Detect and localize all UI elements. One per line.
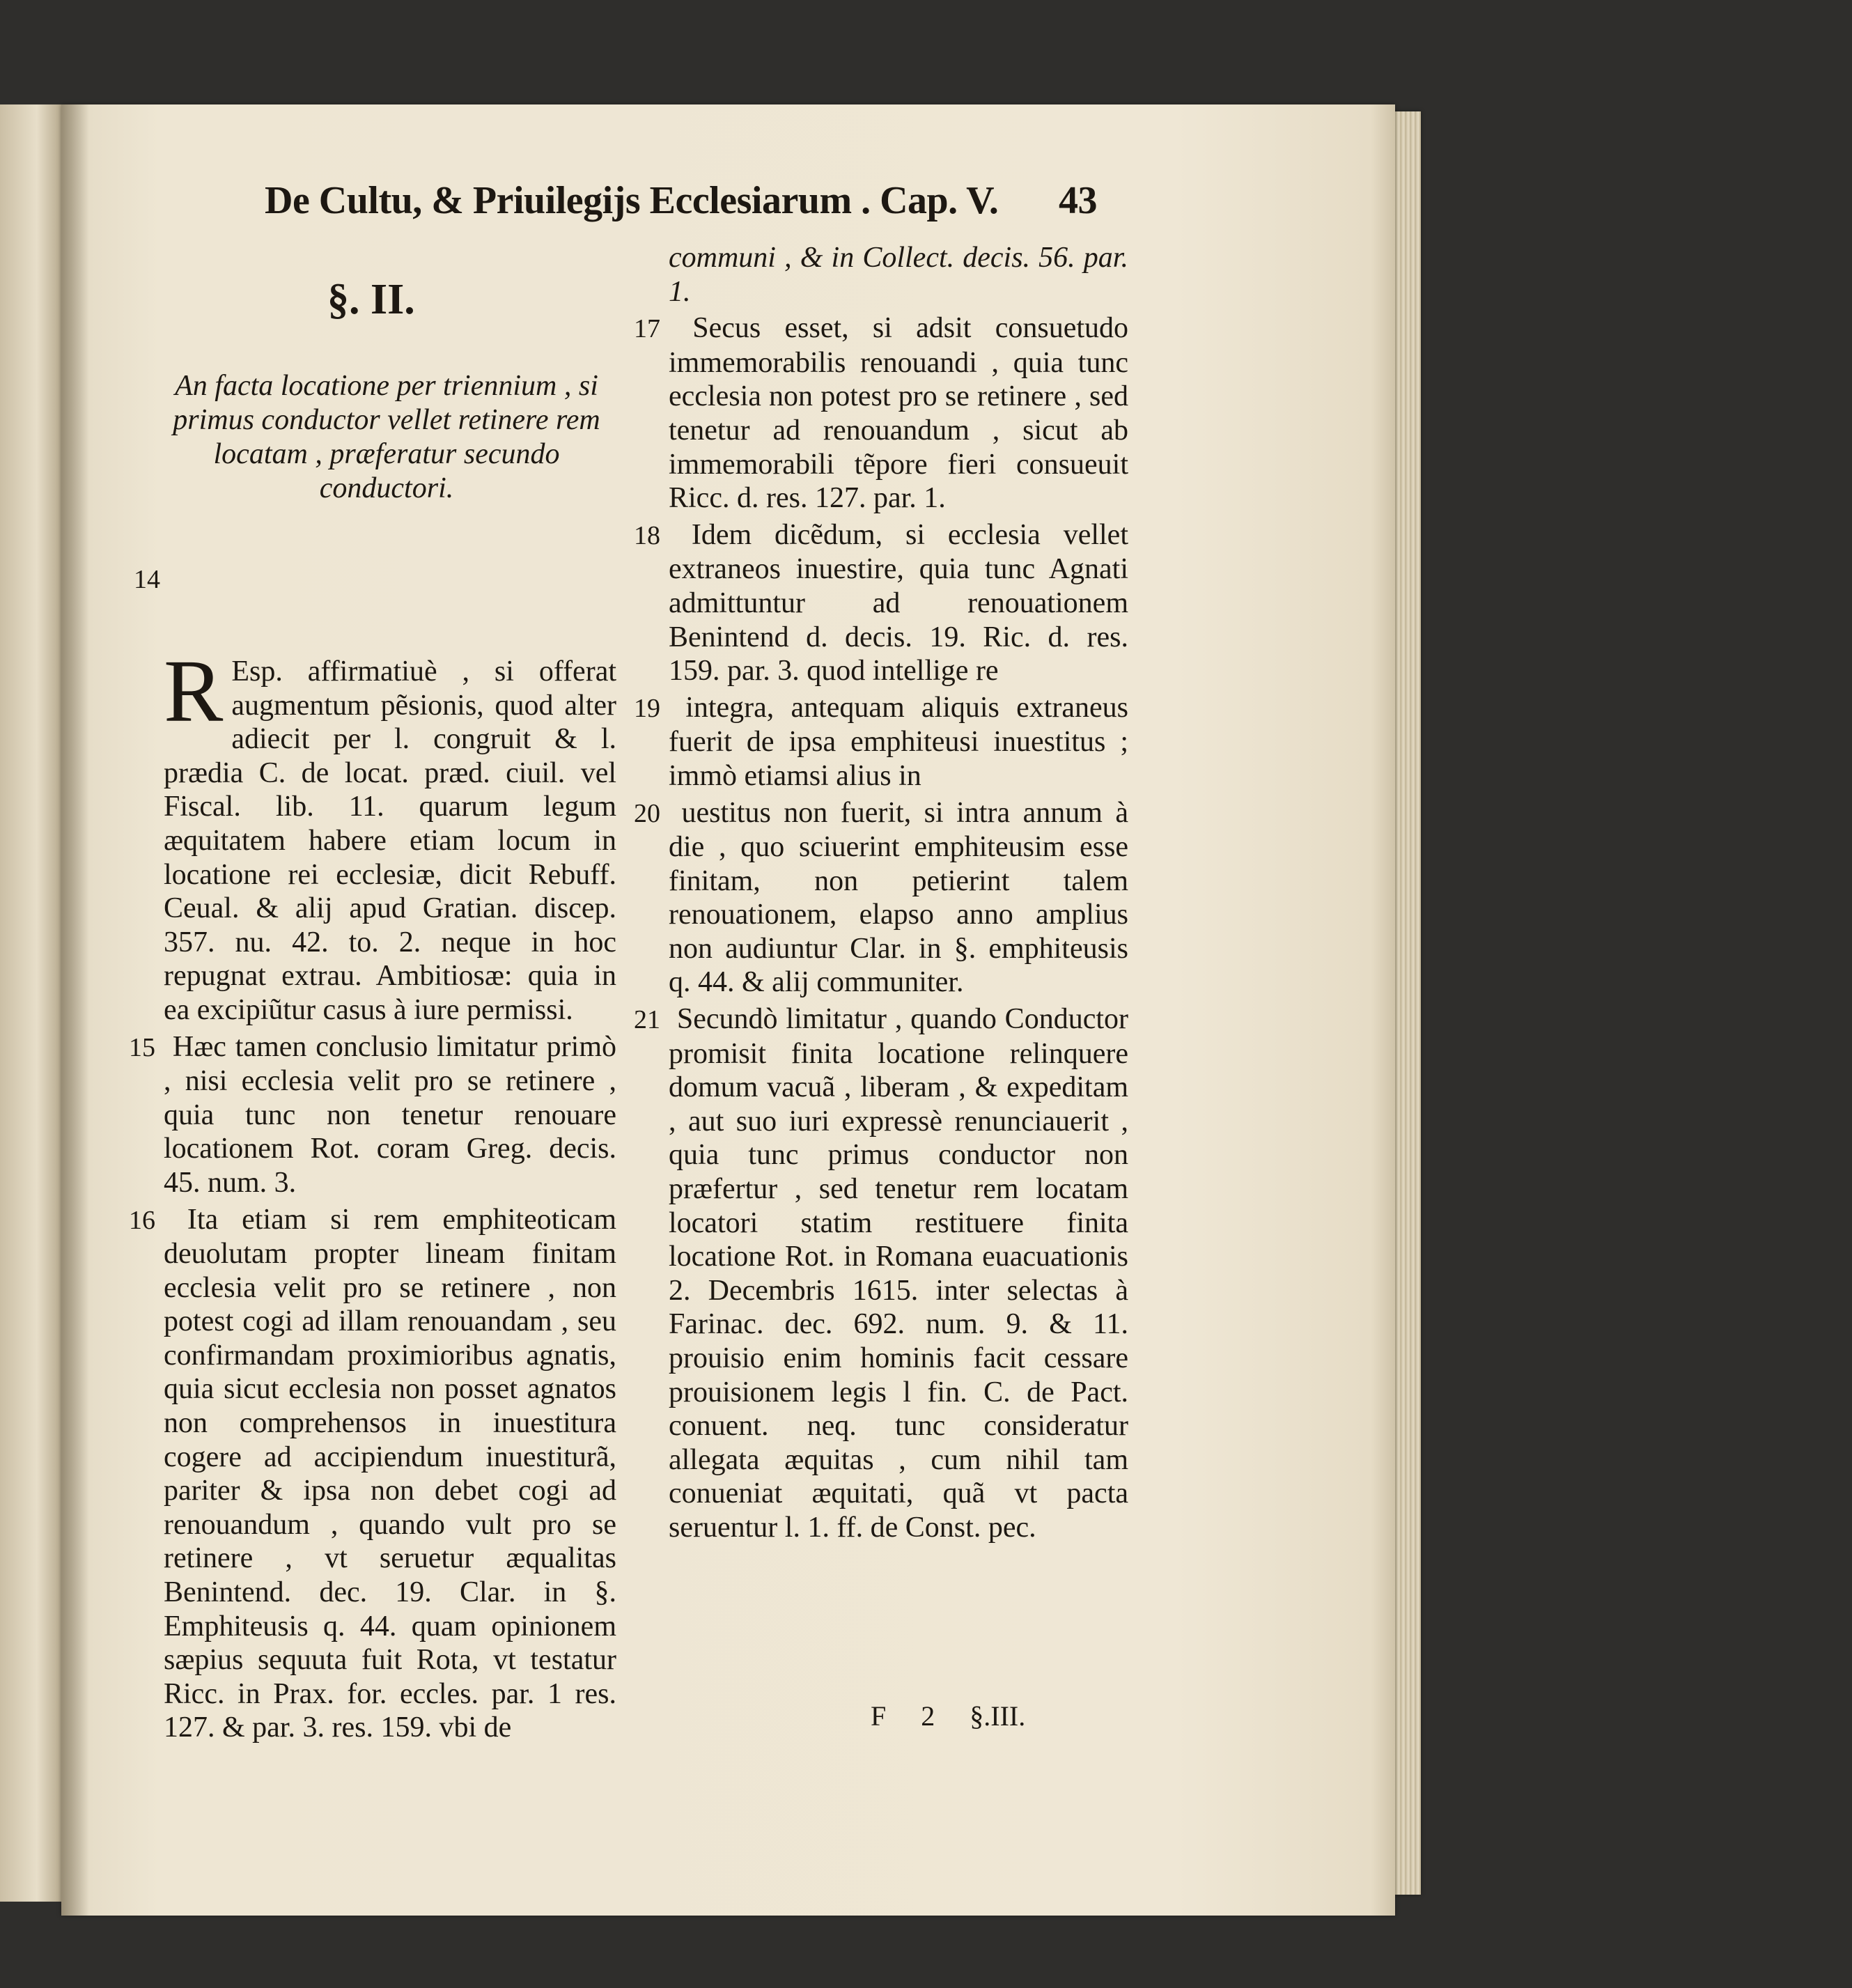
paragraph-number: 19 [634,693,660,723]
catchword: §.III. [970,1700,1026,1732]
paragraph [164,642,616,1027]
left-column [129,642,616,1748]
signature-mark: F 2 [871,1700,935,1732]
paragraph-text: Secus esset, si adsit consuetudo immemorabilis renouandi , quia tunc ecclesia non potest pro se retinere , sed tenetur ad renouandum , sicut ab immemorabili tẽpore fieri consueuit Ricc. d. res. 127. par. 1. [669,312,1129,515]
paragraph [634,311,1129,515]
paragraph-number: 14 [134,565,160,594]
paragraph [634,1002,1128,1545]
page-number: 43 [1059,179,1097,222]
paragraph [129,1030,616,1200]
paragraph-text: Esp. affirmatiuè , si offerat augmentum pẽsionis, quod alter adiecit per l. congruit & l. prædia C. de locat. præd. ciuil. vel Fiscal. lib. 11. quarum legum æquitatem habere etiam locum in locatione rei ecclesiæ, dicit Rebuff. Ceual. & alij apud Gratian. discep. 357. nu. 42. to. 2. neque in hoc repugnat extrau. Ambitiosæ: quia in ea excipiũtur casus à iure permissi. [164,655,616,1026]
paragraph [129,1203,616,1746]
paragraph [634,691,1129,793]
right-column [634,241,1129,1548]
facing-page-edge [0,104,61,1902]
paragraph-text: Ita etiam si rem emphiteoticam deuolutam propter lineam finitam ecclesia velit pro se retinere , non potest cogi ad illam renouandam , seu confirmandam proximioribus agnatis, quia sicut ecclesia non posset agnatos non comprehensos in inuestitura cogere ad accipiendum inuestiturã, pariter & ipsa non debet cogi ad renouandum , quando vult pro se retinere , vt seruetur æqualitas Benintend. dec. 19. Clar. in §. Emphiteusis q. 44. quam opinionem sæpius sequuta fuit Rota, vt testatur Ricc. in Prax. for. eccles. par. 1 res. 127. & par. 3. res. 159. vbi de [164,1203,616,1744]
section-question: An facta locatione per triennium , si primus conductor vellet retinere rem locatam , præferatur secundo conductori. [173,370,600,504]
paragraph [634,518,1128,688]
paragraph-text: uestitus non fuerit, si intra annum à die , quo sciuerint emphiteusim esse finitam, non petierint talem renouationem, elapso anno amplius non audiuntur Clar. in §. emphiteusis q. 44. & alij communiter. [669,796,1128,999]
paragraph [669,241,1128,309]
paragraph-number: 20 [634,798,660,828]
paragraph-text: Hæc tamen conclusio limitatur primò , nisi ecclesia velit pro se retinere , quia tunc non tenetur renouare locationem Rot. coram Greg. decis. 45. num. 3. [164,1030,616,1199]
page-footer [871,1700,1025,1732]
paragraph-text: Secundò limitatur , quando Conductor promisit finita locatione relinquere domum vacuã , liberam , & expeditam , aut suo iuri expressè renunciauerit , quia tunc primus conductor non præfertur , sed tenetur rem locatam locatori statim restituere finita locatione Rot. in Romana euacuationis 2. Decembris 1615. inter selectas à Farinac. dec. 692. num. 9. & 11. prouisio enim hominis facit cessare prouisionem legis l fin. C. de Pact. conuent. neq. tunc consideratur allegata æquitas , cum nihil tam conueniat æquitati, quã vt pacta seruentur l. 1. ff. de Const. pec. [669,1003,1128,1544]
running-header [265,178,1135,227]
paragraph-text: integra, antequam aliquis extraneus fuerit de ipsa emphiteusi inuestitus ; immò etiamsi alius in [669,691,1129,792]
paragraph-number: 16 [129,1205,155,1235]
paragraph-text: Idem dicẽdum, si ecclesia vellet extraneos inuestire, quia tunc Agnati admittuntur ad renouationem Benintend d. decis. 19. Ric. d. res. 159. par. 3. quod intellige re [669,518,1128,688]
paragraph-number: 21 [634,1005,660,1035]
paragraph-text: communi , & in Collect. decis. 56. par. 1. [669,242,1128,308]
paragraph-number: 17 [634,314,660,344]
running-title: De Cultu, & Priuilegijs Ecclesiarum . Cap. V. [265,179,999,222]
section-heading: §. II. [327,276,415,323]
spine-shadow [61,104,89,1916]
paragraph-number: 15 [129,1032,155,1062]
paragraph [634,796,1128,1000]
paragraph-number: 18 [634,520,660,550]
drop-capital: R [164,642,224,740]
